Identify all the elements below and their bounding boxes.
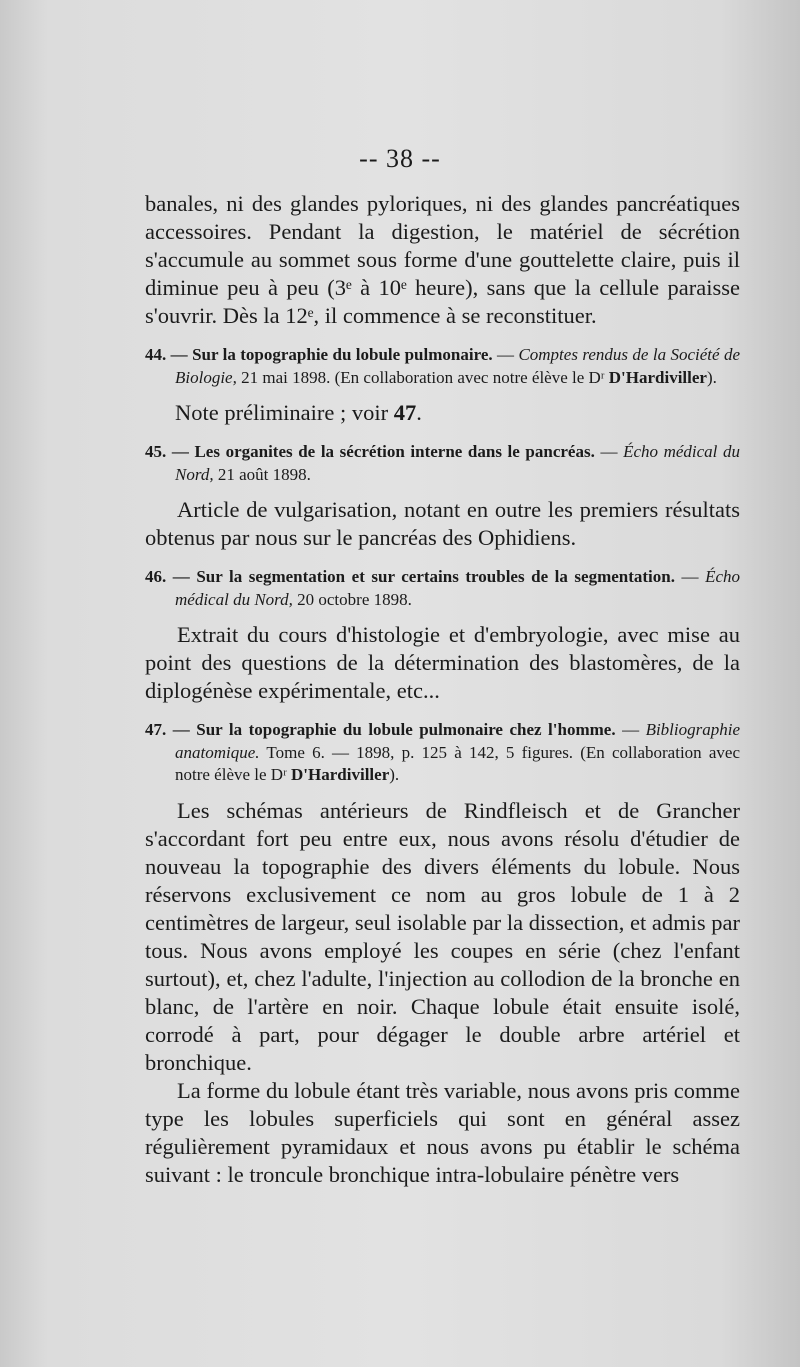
entry-separator: —: [675, 567, 706, 586]
entry-title: Sur la topographie du lobule pulmonaire chez l'homme.: [196, 720, 616, 739]
entry-number: 44. —: [145, 345, 188, 364]
entry-title: Sur la topographie du lobule pulmonaire.: [192, 345, 493, 364]
entry-separator: —: [492, 345, 519, 364]
entry-details: Tome 6. — 1898, p. 125 à 142, 5 figures. (En collaboration avec notre élève le Dʳ: [175, 742, 740, 784]
intro-paragraph: banales, ni des glandes pyloriques, ni des glandes pancréatiques accessoires. Pendant la digestion, le matériel de sécrétion s'accumule au sommet sous forme d'une gouttelette claire, puis il diminue peu à peu (3ᵉ à 10ᵉ heure), sans que la cellule paraisse s'ouvrir. Dès la 12ᵉ, il commence à se reconstituer.: [145, 191, 740, 328]
paragraph-47b: La forme du lobule étant très variable, nous avons pris comme type les lobules superficiels qui sont en général assez régulièrement pyramidaux et nous avons pu établir le schéma suivant : le troncule bronchique intra-lobulaire pénètre vers: [145, 1077, 740, 1187]
entry-44: [145, 344, 740, 389]
entry-details: 21 mai 1898. (En collaboration avec notre élève le Dʳ: [236, 367, 609, 387]
note-44: [145, 399, 740, 427]
note-text: Note préliminaire ; voir: [175, 400, 394, 425]
entry-publication: Écho médical du Nord,: [175, 442, 741, 484]
entry-number: 46. —: [145, 567, 190, 586]
entry-details: 20 octobre 1898.: [292, 589, 412, 609]
entry-number: 45. —: [145, 442, 189, 461]
page-number: -- 38 --: [359, 144, 441, 173]
entry-title: Les organites de la sécrétion interne dans le pancréas.: [194, 442, 595, 461]
entry-author: D'Hardiviller: [608, 367, 707, 387]
entry-publication: Écho médical du Nord,: [175, 567, 741, 609]
entry-separator: —: [594, 442, 624, 461]
entry-publication: Bibliographie anatomique.: [175, 720, 741, 762]
entry-author: D'Hardiviller: [291, 765, 390, 784]
entry-47: [145, 719, 740, 787]
entry-tail: ).: [706, 367, 717, 387]
entry-number: 47. —: [145, 720, 190, 739]
entry-title: Sur la segmentation et sur certains troubles de la segmentation.: [196, 567, 675, 586]
paragraph-45: Article de vulgarisation, notant en outre les premiers résultats obtenus par nous sur le pancréas des Ophidiens.: [145, 497, 740, 550]
entry-46: [145, 566, 740, 611]
note-ref: 47: [393, 400, 417, 425]
entry-tail: ).: [389, 765, 400, 784]
entry-publication: Comptes rendus de la Société de Biologie,: [175, 345, 741, 387]
paragraph-47a: Les schémas antérieurs de Rindfleisch et de Grancher s'accordant fort peu entre eux, nous avons résolu d'étudier de nouveau la topographie des divers éléments du lobule. Nous réservons exclusivement ce nom au gros lobule de 1 à 2 centimètres de largeur, seul isolable par la dissection, et admis par tous. Nous avons employé les coupes en série (chez l'enfant surtout), et, chez l'adulte, l'injection au collodion de la bronche en blanc, de l'artère en noir. Chaque lobule était ensuite isolé, corrodé à part, pour dégager le double arbre artériel et bronchique.: [145, 797, 740, 1075]
page-content: [145, 190, 740, 1189]
entry-separator: —: [615, 720, 646, 739]
note-end: .: [416, 400, 422, 425]
entry-45: [145, 441, 740, 486]
entry-details: 21 août 1898.: [213, 464, 311, 484]
paragraph-46: Extrait du cours d'histologie et d'embryologie, avec mise au point des questions de la détermination des blastomères, de la diplogénèse expérimentale, etc...: [145, 622, 740, 703]
